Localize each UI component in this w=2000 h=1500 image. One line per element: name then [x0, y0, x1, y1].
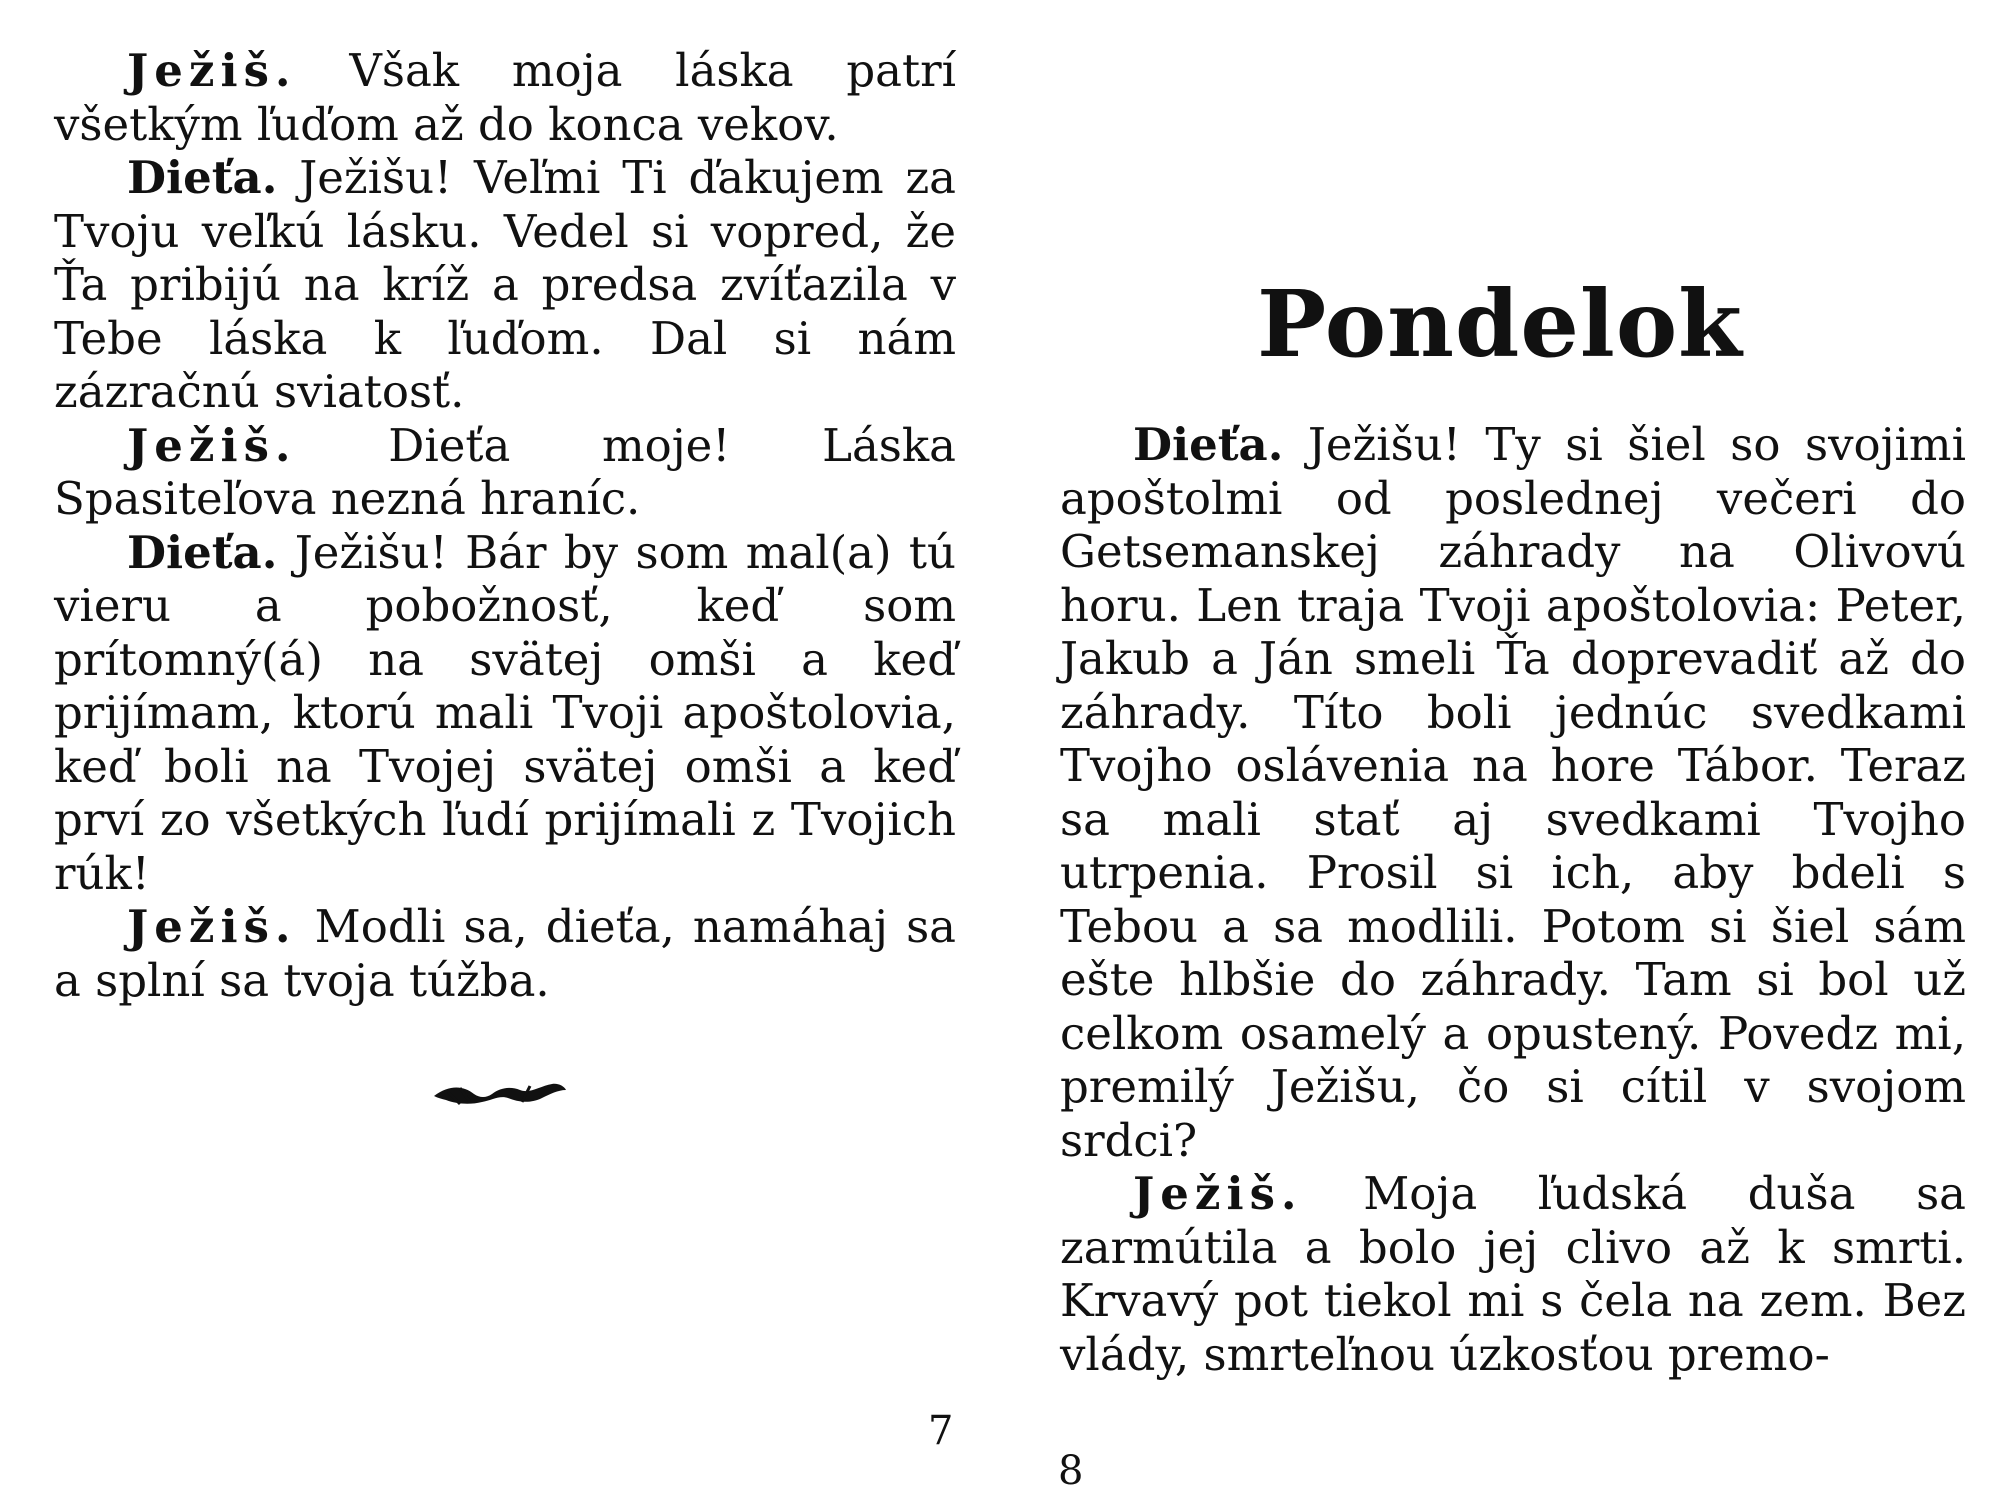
speaker-label: Ježiš.: [1133, 1167, 1303, 1220]
dialogue-paragraph: [54, 900, 956, 1007]
left-page-text: [54, 44, 956, 1007]
dialogue-paragraph: [54, 151, 956, 419]
speaker-label: Dieťa.: [127, 151, 278, 204]
dialogue-paragraph: [1060, 1167, 1966, 1381]
right-page-text: [1060, 418, 1966, 1381]
paragraph-text: Dieťa moje! Láska Spasiteľova nezná hraníc.: [54, 418, 956, 525]
speaker-label: Ježiš.: [127, 900, 297, 953]
paragraph-text: Ježišu! Veľmi Ti ďakujem za Tvoju veľkú lásku. Vedel si vopred, že Ťa pribijú na kríž a predsa zvíťazila v Tebe láska k ľuďom. Dal si nám zázračnú sviatosť.: [54, 151, 956, 418]
dialogue-paragraph: [54, 526, 956, 901]
speaker-label: Dieťa.: [127, 525, 278, 579]
paragraph-text: Moja ľudská duša sa zarmútila a bolo jej clivo až k smrti. Krvavý pot tiekol mi s čela na zem. Bez vlády, smrteľnou úzkosťou premo-: [1060, 1167, 1966, 1381]
section-title: Pondelok: [1257, 270, 1743, 378]
paragraph-text: Modli sa, dieťa, namáhaj sa a splní sa tvoja túžba.: [54, 900, 956, 1007]
paragraph-text: Však moja láska patrí všetkým ľuďom až do konca vekov.: [54, 44, 956, 151]
paragraph-text: Ježišu! Ty si šiel so svojimi apoštolmi od poslednej večeri do Getsemanskej záhrady na Olivovú horu. Len traja Tvoji apoštolovia: Peter, Jakub a Ján smeli Ťa doprevadiť až do záhrady. Títo boli jednúc svedkami Tvojho oslávenia na hore Tábor. Teraz sa mali stať aj svedkami Tvojho utrpenia. Prosil si ich, aby bdeli s Tebou a sa modlili. Potom si šiel sám ešte hlbšie do záhrady. Tam si bol už celkom osamelý a opustený. Povedz mi, premilý Ježišu, čo si cítil v svojom srdci?: [1060, 418, 1966, 1167]
ornament-icon: [430, 1076, 570, 1110]
dialogue-paragraph: [54, 44, 956, 151]
right-page: [1000, 0, 2000, 1500]
page-number: 8: [1058, 1448, 1084, 1494]
paragraph-text: Ježišu! Bár by som mal(a) tú vieru a pobožnosť, keď som prítomný(á) na svätej omši a keď prijímam, ktorú mali Tvoji apoštolovia, keď boli na Tvojej svätej omši a keď prví zo všetkých ľudí prijímali z Tvojich rúk!: [54, 525, 956, 900]
speaker-label: Dieťa.: [1133, 418, 1284, 471]
speaker-label: Ježiš.: [127, 44, 297, 97]
dialogue-paragraph: [1060, 418, 1966, 1167]
page-number: 7: [928, 1408, 954, 1454]
speaker-label: Ježiš.: [127, 418, 297, 472]
dialogue-paragraph: [54, 419, 956, 526]
